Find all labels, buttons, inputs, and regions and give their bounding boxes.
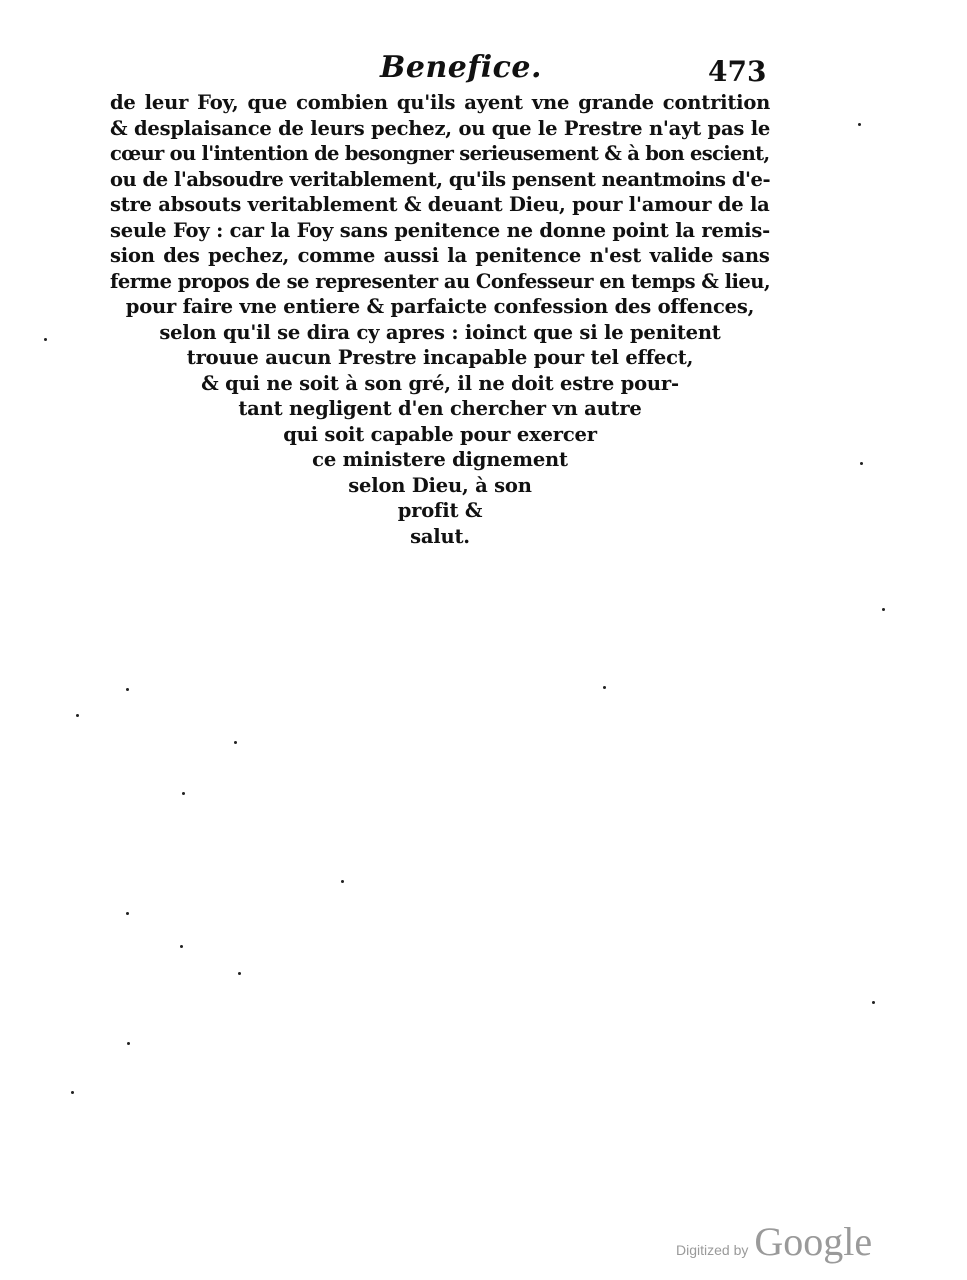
scan-speck bbox=[44, 338, 47, 341]
scan-speck bbox=[234, 741, 237, 744]
scan-speck bbox=[858, 123, 861, 126]
scan-speck bbox=[71, 1091, 74, 1094]
body-text bbox=[110, 90, 770, 549]
text-line: profit & bbox=[397, 499, 483, 522]
scan-speck bbox=[76, 714, 79, 717]
scan-speck bbox=[238, 972, 241, 975]
scan-speck bbox=[341, 880, 344, 883]
text-line: & qui ne soit à son gré, il ne doit estre pour- bbox=[201, 371, 679, 395]
page-number: 473 bbox=[708, 55, 767, 88]
scan-speck bbox=[180, 945, 183, 948]
scan-speck bbox=[127, 1042, 130, 1045]
scan-speck bbox=[126, 688, 129, 691]
text-line: ce ministere dignement bbox=[312, 448, 568, 471]
text-line: de leur Foy, que combien qu'ils ayent vne grande contrition bbox=[110, 91, 771, 114]
text-line: sion des pechez, comme aussi la penitence n'est valide sans bbox=[110, 244, 770, 267]
text-line: seule Foy : car la Foy sans penitence ne donne point la remis- bbox=[110, 218, 771, 242]
text-line: salut. bbox=[410, 524, 470, 548]
watermark-prefix: Digitized by bbox=[676, 1242, 749, 1258]
text-line: selon Dieu, à son bbox=[348, 473, 532, 497]
text-line: stre absouts veritablement & deuant Dieu, pour l'amour de la bbox=[110, 193, 770, 216]
text-line: trouue aucun Prestre incapable pour tel effect, bbox=[186, 346, 694, 369]
text-line: selon qu'il se dira cy apres : ioinct que si le penitent bbox=[159, 320, 721, 344]
text-line: ou de l'absoudre veritablement, qu'ils pensent neantmoins d'e- bbox=[110, 167, 771, 191]
text-line: qui soit capable pour exercer bbox=[283, 422, 597, 446]
scan-speck bbox=[882, 608, 885, 611]
text-line: tant negligent d'en chercher vn autre bbox=[238, 397, 642, 420]
text-line: ferme propos de se representer au Confesseur en temps & lieu, bbox=[110, 269, 771, 293]
scan-speck bbox=[860, 462, 863, 465]
digitized-watermark bbox=[676, 1218, 872, 1265]
scan-speck bbox=[182, 792, 185, 795]
scan-speck bbox=[126, 912, 129, 915]
text-line: cœur ou l'intention de besongner serieusement & à bon escient, bbox=[110, 142, 770, 165]
text-line: & desplaisance de leurs pechez, ou que le Prestre n'ayt pas le bbox=[110, 116, 771, 140]
scan-speck bbox=[872, 1001, 875, 1004]
scan-speck bbox=[603, 686, 606, 689]
running-head: Benefice. bbox=[380, 50, 542, 85]
google-logo: Google bbox=[754, 1219, 873, 1264]
text-line: pour faire vne entiere & parfaicte confession des offences, bbox=[125, 295, 755, 318]
